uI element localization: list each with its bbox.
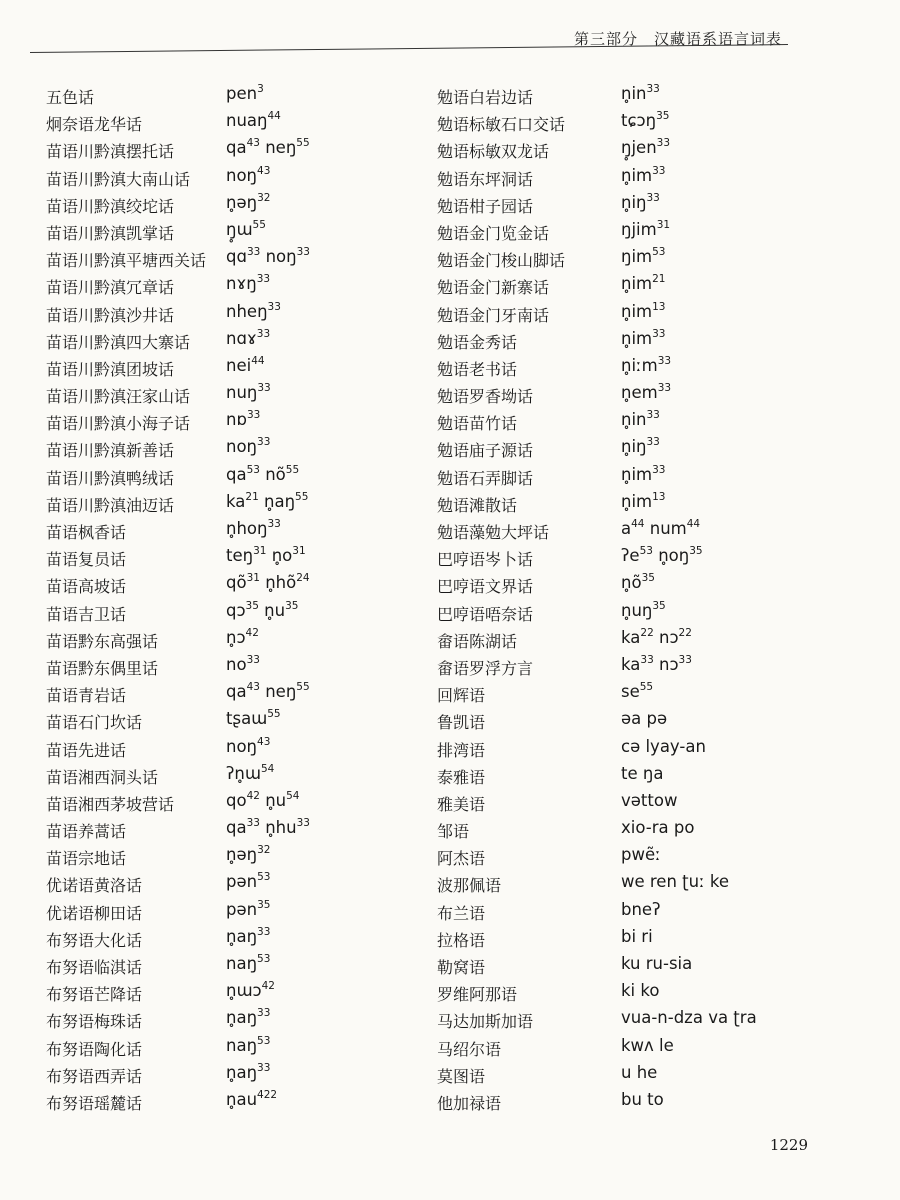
language-name: 阿杰语 [437,849,486,869]
word-entry [46,898,426,925]
word-entry [437,626,827,653]
language-name: 巴哼语文界话 [437,577,534,597]
word-form: pən$^{35}$ [226,898,271,919]
language-name: 苗语吉卫话 [46,604,127,624]
language-name: 巴哼语唔奈话 [437,604,534,624]
word-form: $n̥õ^{35}$ [621,572,655,593]
word-form: teŋ$^{31}$ $n̥o^{31}$ [226,545,306,566]
word-form: $n̥uŋ^{35}$ [621,599,666,620]
word-form: xio-ra po [621,818,695,838]
language-name: 勒窝语 [437,958,486,977]
page-header [0,0,900,70]
language-name: 苗语川黔滇沙井话 [46,305,175,325]
word-form: $n̥im^{33}$ [621,164,666,185]
word-form: $n̥aŋ^{33}$ [226,1007,271,1028]
language-name: 排湾语 [437,740,486,760]
word-form: qɔ$^{35}$ $n̥u^{35}$ [226,599,299,620]
word-form: $n̥iŋ^{33}$ [621,436,660,457]
language-name: 勉语金秀话 [437,332,518,352]
word-form: bu to [621,1089,664,1109]
language-name: 苗语湘西茅坡营话 [46,794,175,814]
language-name: 苗语川黔滇摆托话 [46,142,175,162]
word-entry [46,435,426,462]
language-name: 鲁凯语 [437,713,486,733]
word-form: $n̥im^{33}$ [621,327,666,348]
language-name: 勉语金门新寨话 [437,278,550,298]
language-name: 勉语苗竹话 [437,414,518,434]
word-form: bneʔ [621,899,661,919]
word-entry [46,680,426,707]
word-entry [46,626,426,653]
word-entry [437,571,827,598]
word-entry [46,109,426,136]
word-form: noŋ$^{43}$ [226,164,271,185]
word-form: $ka^{22}$ nɔ$^{22}$ [621,626,692,647]
language-name: 苗语川黔滇凯掌话 [46,223,175,243]
word-form: bi ri [621,926,653,946]
word-form: $n̥im^{33}$ [621,463,666,484]
word-entry [437,653,827,680]
language-name: 马达加斯加语 [437,1012,534,1032]
language-name: 罗维阿那语 [437,985,518,1005]
language-name: 五色话 [46,88,95,107]
word-entry [46,327,426,354]
language-name: 苗语高坡话 [46,577,127,597]
language-name: 勉语庙子源话 [437,441,534,461]
word-entry [46,408,426,435]
word-form: $qa^{43}$ neŋ$^{55}$ [226,137,310,158]
word-entry [46,82,426,109]
word-form: $qa^{33}$ $n̥hu^{33}$ [226,817,310,838]
word-form: əa pə [621,709,668,729]
language-name: 苗语青岩话 [46,686,127,706]
language-name: 畲语陈湖话 [437,631,518,651]
language-name: 苗语湘西洞头话 [46,767,159,787]
word-form: ŋim$^{53}$ [621,246,666,267]
word-entry [46,354,426,381]
word-form: $n̥aŋ^{33}$ [226,925,271,946]
word-entry [437,735,827,762]
word-entry [437,1034,827,1061]
word-entry [46,762,426,789]
word-form: $qo^{42}$ $n̥u^{54}$ [226,789,300,810]
word-form: $se^{55}$ [621,681,654,702]
word-form: nɤŋ$^{33}$ [226,273,271,294]
language-name: 苗语养蒿话 [46,822,127,842]
word-form: tʂaɯ$^{55}$ [226,708,281,729]
word-form: $qa^{43}$ neŋ$^{55}$ [226,681,310,702]
word-form: n̥hoŋ$^{33}$ [226,518,281,538]
language-name: 勉语金门牙南话 [437,305,550,325]
language-name: 布努语西弄话 [46,1066,143,1086]
word-entry [46,218,426,245]
word-entry [46,870,426,897]
word-form: $qa^{53}$ $nõ^{55}$ [226,463,300,484]
word-entry [437,816,827,843]
word-form: kwʌ le [621,1035,674,1055]
word-form: $n̥in^{33}$ [621,409,660,430]
word-entry [46,544,426,571]
word-form: $a^{44}$ num$^{44}$ [621,518,701,538]
page-number: 1229 [769,1136,808,1154]
language-name: 勉语石弄脚话 [437,468,534,488]
word-entry [437,1061,827,1088]
language-name: 布努语临淇话 [46,958,143,977]
language-name: 拉格语 [437,930,486,950]
language-name: 勉语滩散话 [437,495,518,515]
word-entry [437,191,827,218]
language-name: 优诺语黄洛话 [46,876,143,896]
language-name: 勉语标敏双龙话 [437,142,550,162]
word-form: nuŋ$^{33}$ [226,382,271,403]
language-name: 苗语黔东高强话 [46,631,159,651]
language-name: 勉语老书话 [437,359,518,379]
word-form: u he [621,1062,658,1082]
word-entry [437,354,827,381]
word-form: pwẽː [621,845,661,865]
language-name: 布努语瑶麓话 [46,1093,143,1113]
word-form: noŋ$^{33}$ [226,436,271,457]
language-name: 苗语川黔滇绞坨话 [46,196,175,216]
word-form: nuaŋ$^{44}$ [226,110,281,131]
word-form: nɒ$^{33}$ [226,409,261,430]
language-name: 勉语金门览金话 [437,223,550,243]
word-entry [437,463,827,490]
word-entry [437,490,827,517]
language-name: 苗语川黔滇平塘西关话 [46,251,207,271]
language-name: 勉语东坪洞话 [437,169,534,189]
word-form: ku ru-sia [621,954,693,973]
word-entry [437,843,827,870]
language-name: 布努语陶化话 [46,1039,143,1059]
word-entry [437,925,827,952]
language-name: 布努语芒降话 [46,985,143,1005]
word-form: n̥iːm$^{33}$ [621,354,672,375]
word-entry [437,408,827,435]
word-entry [46,1006,426,1033]
word-form: $ka^{21}$ $n̥aŋ^{55}$ [226,490,309,511]
word-entry [437,327,827,354]
language-name: 苗语川黔滇小海子话 [46,414,191,434]
word-entry [46,735,426,762]
word-form: te ŋa [621,763,664,783]
left-column [46,82,426,1115]
word-entry [437,870,827,897]
word-form: we ren ʈuː ke [621,872,730,892]
word-entry [46,1088,426,1115]
word-form: cə lyay-an [621,736,706,756]
word-entry [437,1088,827,1115]
language-name: 苗语枫香话 [46,523,127,542]
word-entry [46,1034,426,1061]
word-entry [437,136,827,163]
word-form: $ka^{33}$ nɔ$^{33}$ [621,653,692,674]
word-form: ŋ̥ɯ$^{55}$ [226,218,266,239]
word-form: naŋ$^{53}$ [226,953,271,973]
language-name: 他加禄语 [437,1093,502,1113]
word-form: nheŋ$^{33}$ [226,300,281,321]
word-form: qɑ$^{33}$ noŋ$^{33}$ [226,246,310,267]
language-name: 布努语梅珠话 [46,1012,143,1032]
word-entry [437,517,827,544]
language-name: 苗语宗地话 [46,849,127,869]
word-entry [437,762,827,789]
word-form: vua-n-dza va ʈra [621,1008,757,1028]
word-entry [46,164,426,191]
running-header-title: 第三部分 汉藏语系语言词表 [573,30,782,48]
word-entry [437,898,827,925]
word-form: pen$^3$ [226,83,264,103]
language-name: 马绍尔语 [437,1039,502,1059]
word-form: ʔe$^{53}$ $n̥oŋ^{35}$ [621,545,703,566]
word-entry [46,300,426,327]
word-entry [437,544,827,571]
word-form: vəttow [621,790,678,810]
word-form: $n̥im^{21}$ [621,273,666,294]
language-name: 苗语川黔滇新善话 [46,441,175,461]
word-entry [46,816,426,843]
word-entry [46,1061,426,1088]
language-name: 勉语柑子园话 [437,196,534,216]
word-form: noŋ$^{43}$ [226,735,271,756]
language-name: 苗语川黔滇大南山话 [46,169,191,189]
language-name: 泰雅语 [437,767,486,787]
language-name: 苗语川黔滇鸭绒话 [46,468,175,488]
language-name: 莫图语 [437,1066,486,1086]
word-entry [437,680,827,707]
word-form: n̥ɯɔ$^{42}$ [226,980,275,1001]
word-entry [437,109,827,136]
language-name: 布兰语 [437,903,486,923]
language-name: 波那佩语 [437,876,502,896]
language-name: 苗语川黔滇团坡话 [46,359,175,379]
word-entry [46,843,426,870]
word-entry [46,952,426,979]
word-form: n̥əŋ$^{32}$ [226,844,271,865]
word-form: naŋ$^{53}$ [226,1034,271,1055]
language-name: 苗语川黔滇油迈话 [46,495,175,515]
right-column [437,82,827,1115]
language-name: 回辉语 [437,686,486,706]
word-entry [437,707,827,734]
word-entry [46,463,426,490]
word-entry [46,381,426,408]
word-form: ŋ̥jen$^{33}$ [621,137,671,158]
word-form: pən$^{53}$ [226,871,271,892]
word-form: $n̥im^{13}$ [621,300,666,321]
word-entry [437,82,827,109]
word-entry [437,300,827,327]
language-name: 优诺语柳田话 [46,903,143,923]
word-entry [46,490,426,517]
language-name: 勉语金门梭山脚话 [437,251,566,271]
language-name: 苗语复员话 [46,550,127,570]
word-entry [46,599,426,626]
word-form: tɕɔŋ$^{35}$ [621,110,670,131]
word-form: ʔn̥ɯ$^{54}$ [226,762,275,783]
word-form: n̥əŋ$^{32}$ [226,191,271,212]
language-name: 布努语大化话 [46,930,143,950]
word-form: $no^{33}$ [226,653,260,674]
word-entry [437,599,827,626]
language-name: 巴哼语岑卜话 [437,550,534,570]
word-form: $n̥em^{33}$ [621,382,672,403]
word-entry [46,191,426,218]
language-name: 邹语 [437,822,470,842]
word-form: ki ko [621,981,660,1001]
word-form: $n̥in^{33}$ [621,83,660,103]
word-entry [437,1006,827,1033]
language-name: 雅美语 [437,794,486,814]
word-form: $n̥aŋ^{33}$ [226,1061,271,1082]
language-name: 畲语罗浮方言 [437,658,534,678]
word-entry [46,272,426,299]
word-entry [46,707,426,734]
word-entry [437,218,827,245]
word-entry [437,245,827,272]
word-form: $qõ^{31}$ $n̥hõ^{24}$ [226,572,310,593]
language-name: 苗语川黔滇四大寨话 [46,332,191,352]
word-entry [437,952,827,979]
language-name: 苗语川黔滇汪家山话 [46,387,191,407]
language-name: 勉语罗香坳话 [437,387,534,407]
word-entry [437,979,827,1006]
word-entry [437,164,827,191]
word-entry [437,381,827,408]
language-name: 勉语标敏石口交话 [437,115,566,135]
word-entry [437,272,827,299]
word-entry [46,925,426,952]
language-name: 苗语石门坎话 [46,713,143,733]
word-entry [46,789,426,816]
word-entry [437,789,827,816]
word-entry [46,653,426,680]
word-form: $n̥iŋ^{33}$ [621,191,660,212]
word-entry [46,245,426,272]
language-name: 苗语先进话 [46,740,127,760]
word-form: ŋjim$^{31}$ [621,218,671,239]
word-entry [46,517,426,544]
word-form: n̥ɔ$^{42}$ [226,626,259,647]
word-entry [46,979,426,1006]
word-entry [437,435,827,462]
word-entry [46,571,426,598]
language-name: 苗语黔东偶里话 [46,658,159,678]
language-name: 炯奈语龙华话 [46,115,143,135]
language-name: 苗语川黔滇冗章话 [46,278,175,298]
word-form: $n̥im^{13}$ [621,490,666,511]
word-form: $n̥au^{422}$ [226,1088,278,1109]
language-name: 勉语白岩边话 [437,88,534,107]
word-form: nɑɤ$^{33}$ [226,327,271,348]
word-form: nei$^{44}$ [226,354,265,375]
language-name: 勉语藻勉大坪话 [437,523,550,542]
word-entry [46,136,426,163]
